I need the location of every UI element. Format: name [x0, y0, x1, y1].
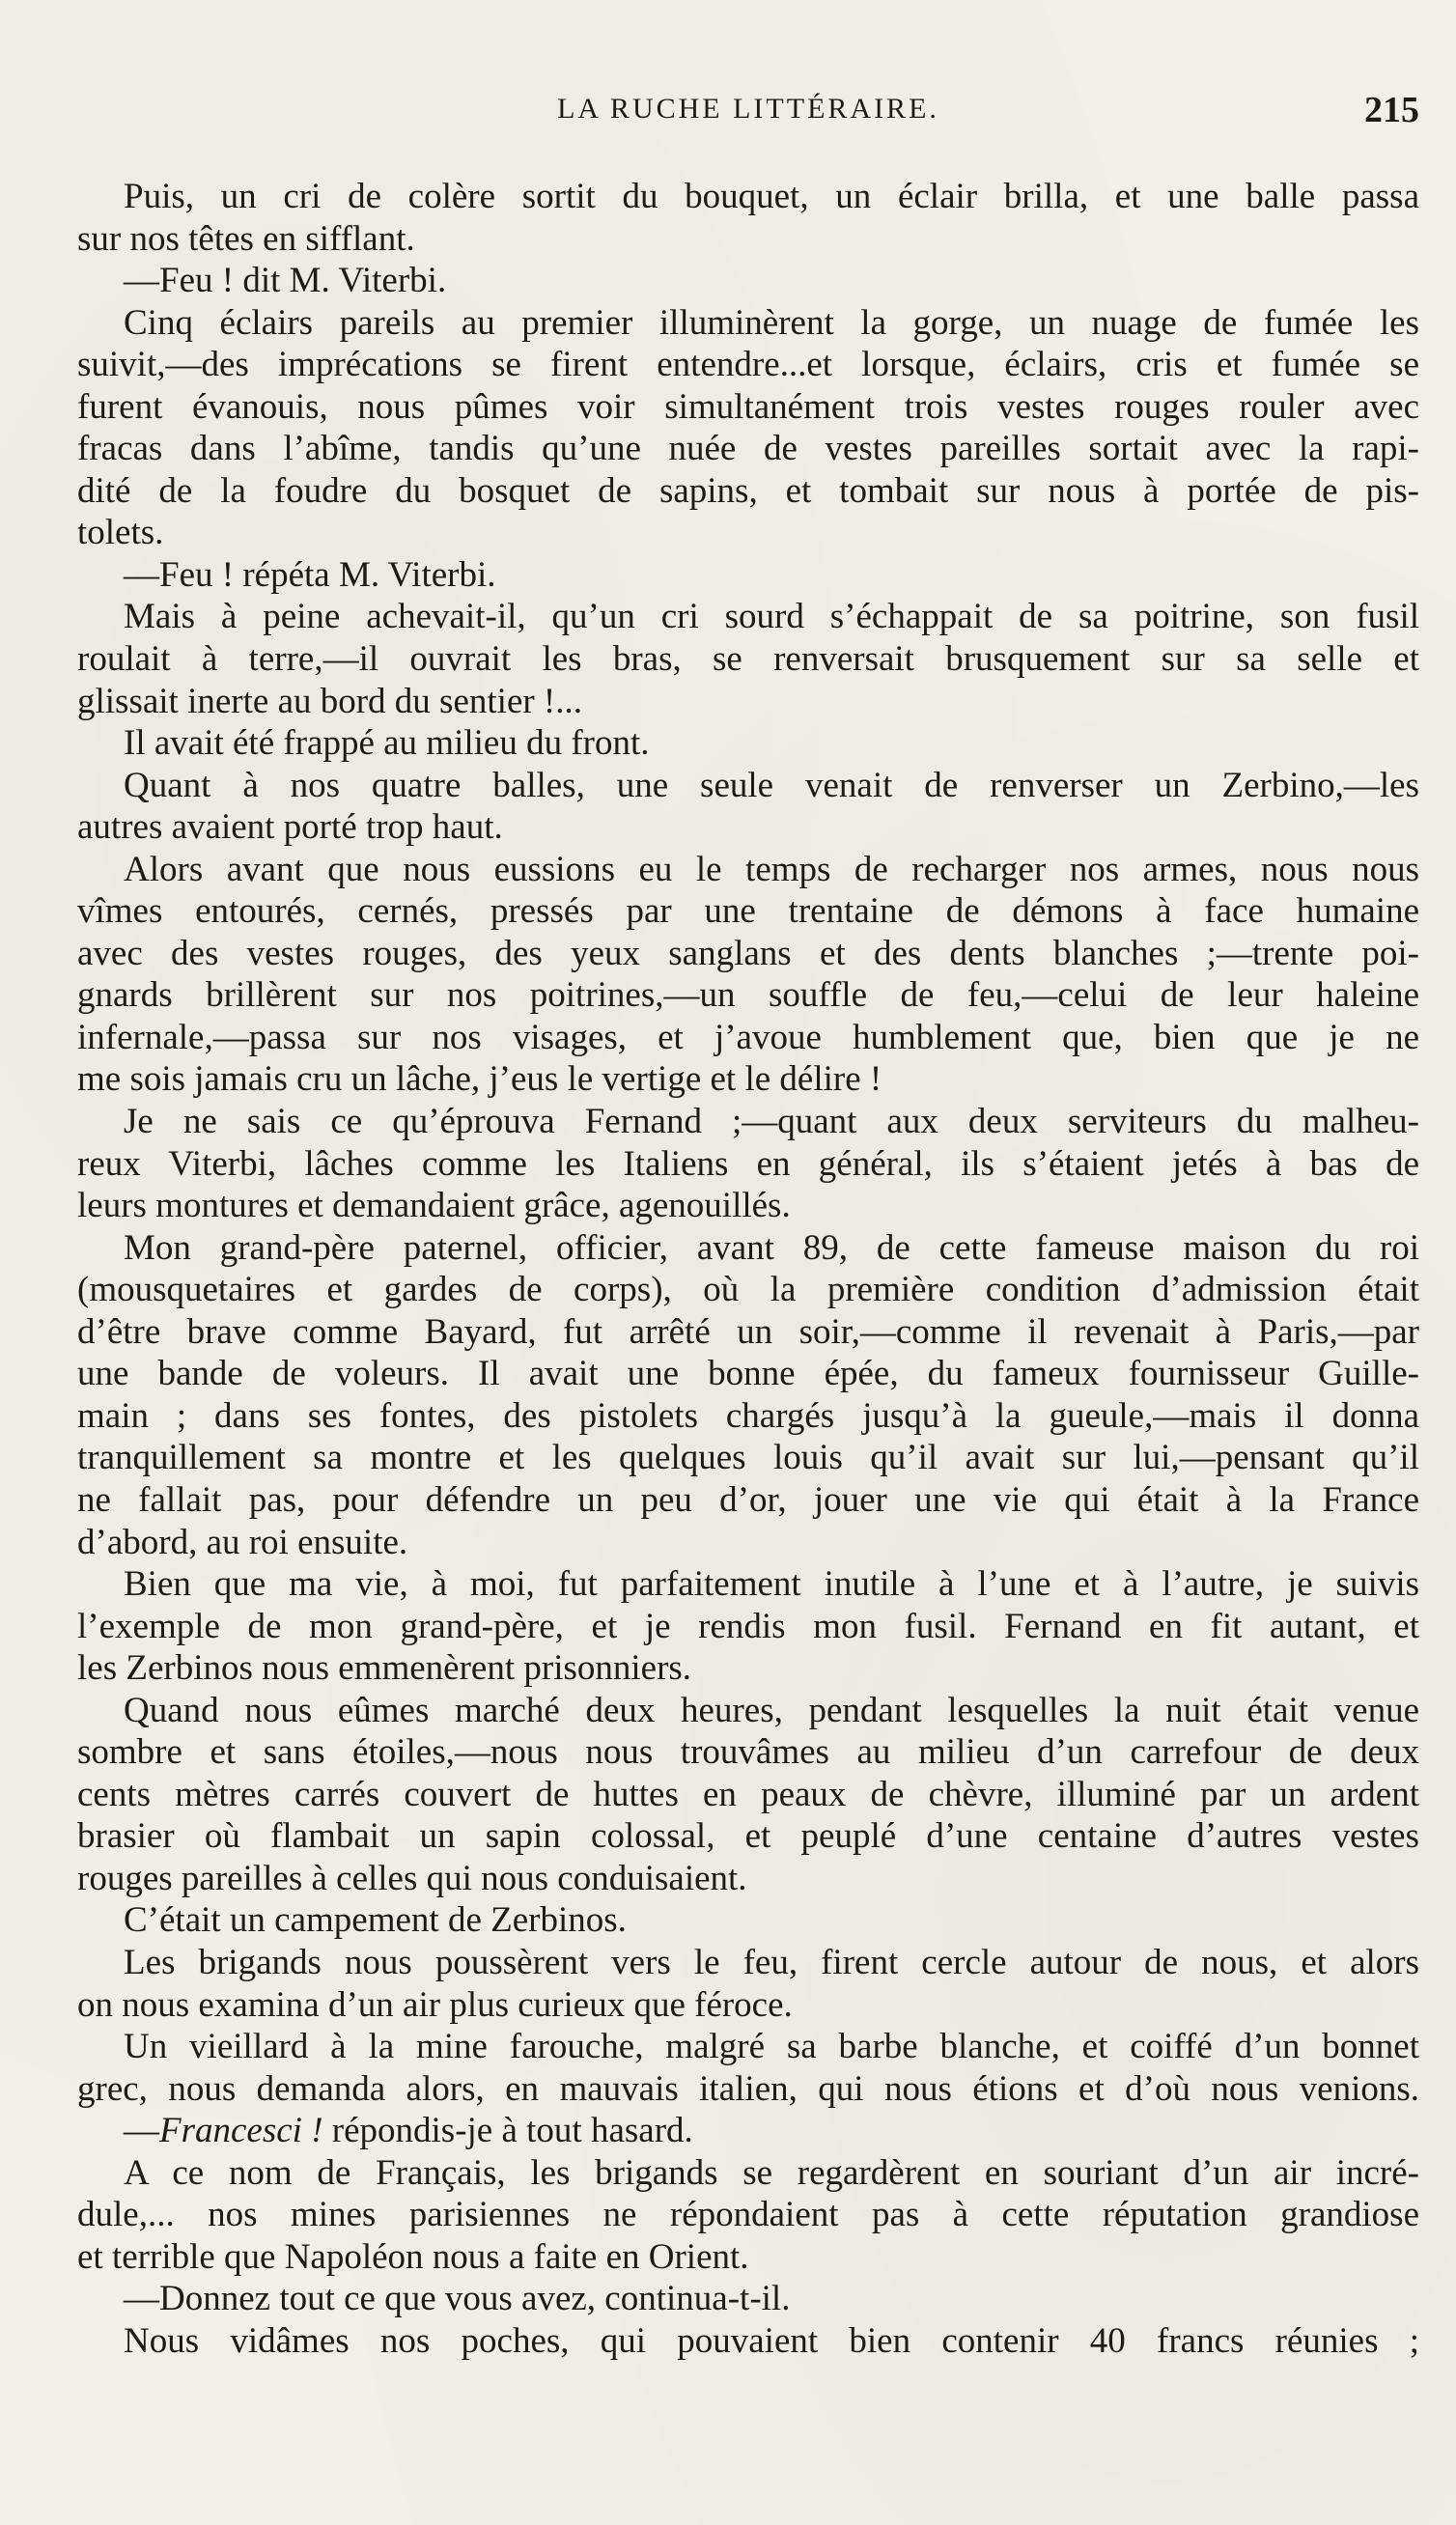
text-line: Nous vidâmes nos poches, qui pouvaient bien contenir 40 francs réunies ;	[124, 2320, 1419, 2361]
text-line: sur nos têtes en sifflant.	[77, 218, 415, 259]
text-line: reux Viterbi, lâches comme les Italiens en général, ils s’étaient jetés à bas de	[77, 1143, 1419, 1184]
text-line: leurs montures et demandaient grâce, agenouillés.	[77, 1186, 791, 1226]
text-line: l’exemple de mon grand-père, et je rendis mon fusil. Fernand en fit autant, et	[77, 1606, 1419, 1646]
text-line: gnards brillèrent sur nos poitrines,—un souffle de feu,—celui de leur haleine	[77, 975, 1419, 1016]
text-line: grec, nous demanda alors, en mauvais italien, qui nous étions et d’où nous venions.	[77, 2068, 1419, 2109]
text-line: rouges pareilles à celles qui nous conduisaient.	[77, 1858, 747, 1898]
text-line: brasier où flambait un sapin colossal, et peuplé d’une centaine d’autres vestes	[77, 1816, 1419, 1857]
text-line: Les brigands nous poussèrent vers le feu, firent cercle autour de nous, et alors	[124, 1942, 1419, 1982]
body-text	[77, 176, 1419, 2362]
text-line: fracas dans l’abîme, tandis qu’une nuée de vestes pareilles sortait avec la rapi-	[77, 429, 1419, 469]
text-line: une bande de voleurs. Il avait une bonne épée, du fameux fournisseur Guille-	[77, 1354, 1419, 1394]
text-line: Cinq éclairs pareils au premier illuminèrent la gorge, un nuage de fumée les	[124, 302, 1419, 343]
text-line: d’abord, au roi ensuite.	[77, 1522, 408, 1562]
text-line: roulait à terre,—il ouvrait les bras, se renversait brusquement sur sa selle et	[77, 639, 1419, 680]
text-line: Mais à peine achevait-il, qu’un cri sourd s’échappait de sa poitrine, son fusil	[124, 597, 1419, 637]
text-line: —Feu ! répéta M. Viterbi.	[124, 554, 496, 595]
text-line: et terrible que Napoléon nous a faite en Orient.	[77, 2236, 749, 2277]
text-line: les Zerbinos nous emmenèrent prisonniers.	[77, 1648, 692, 1689]
italic-word: Francesci !	[159, 2111, 323, 2151]
text-line: main ; dans ses fontes, des pistolets chargés jusqu’à la gueule,—mais il donna	[77, 1395, 1419, 1436]
text-line: vîmes entourés, cernés, pressés par une trentaine de démons à face humaine	[77, 891, 1419, 932]
text-line: me sois jamais cru un lâche, j’eus le vertige et le délire !	[77, 1059, 882, 1100]
running-title: LA RUCHE LITTÉRAIRE.	[557, 93, 939, 125]
text-line: d’être brave comme Bayard, fut arrêté un soir,—comme il revenait à Paris,—par	[77, 1311, 1419, 1352]
text-line: Un vieillard à la mine farouche, malgré sa barbe blanche, et coiffé d’un bonnet	[124, 2027, 1419, 2067]
text-line: on nous examina d’un air plus curieux que féroce.	[77, 1984, 793, 2025]
text-line: A ce nom de Français, les brigands se regardèrent en souriant d’un air incré-	[124, 2152, 1419, 2193]
text-line: infernale,—passa sur nos visages, et j’avoue humblement que, bien que je ne	[77, 1017, 1419, 1057]
running-head	[77, 90, 1419, 137]
text-line: Bien que ma vie, à moi, fut parfaitement inutile à l’une et à l’autre, je suivis	[124, 1564, 1419, 1605]
text-line: tolets.	[77, 513, 164, 553]
text-line: suivit,—des imprécations se firent entendre...et lorsque, éclairs, cris et fumée se	[77, 345, 1419, 385]
text-line: C’était un campement de Zerbinos.	[124, 1900, 627, 1941]
text-line: —Francesci ! répondis-je à tout hasard.	[124, 2111, 693, 2151]
text-line: Quand nous eûmes marché deux heures, pendant lesquelles la nuit était venue	[124, 1690, 1419, 1730]
text-line: dule,... nos mines parisiennes ne répondaient pas à cette réputation grandiose	[77, 2195, 1419, 2235]
text-line: Il avait été frappé au milieu du front.	[124, 723, 650, 764]
text-line: Je ne sais ce qu’éprouva Fernand ;—quant aux deux serviteurs du malheu-	[124, 1102, 1419, 1142]
text-line: furent évanouis, nous pûmes voir simultanément trois vestes rouges rouler avec	[77, 386, 1419, 427]
text-line: sombre et sans étoiles,—nous nous trouvâmes au milieu d’un carrefour de deux	[77, 1732, 1419, 1773]
text-line: autres avaient porté trop haut.	[77, 807, 503, 848]
text-line: Puis, un cri de colère sortit du bouquet, un éclair brilla, et une balle passa	[124, 177, 1419, 216]
text-line: glissait inerte au bord du sentier !...	[77, 681, 583, 721]
text-line: cents mètres carrés couvert de huttes en peaux de chèvre, illuminé par un ardent	[77, 1774, 1419, 1814]
text-line: —Donnez tout ce que vous avez, continua-t-il.	[124, 2279, 791, 2319]
text-line: dité de la foudre du bosquet de sapins, et tombait sur nous à portée de pis-	[77, 470, 1419, 511]
text-line: (mousquetaires et gardes de corps), où la première condition d’admission était	[77, 1270, 1419, 1310]
text-line: —Feu ! dit M. Viterbi.	[124, 261, 447, 301]
text-line: avec des vestes rouges, des yeux sanglans et des dents blanches ;—trente poi-	[77, 933, 1419, 973]
text-line: Alors avant que nous eussions eu le temps de recharger nos armes, nous nous	[124, 849, 1419, 889]
text-line: Mon grand-père paternel, officier, avant 89, de cette fameuse maison du roi	[124, 1227, 1419, 1268]
text-line: ne fallait pas, pour défendre un peu d’or, jouer une vie qui était à la France	[77, 1479, 1419, 1520]
text-line: tranquillement sa montre et les quelques louis qu’il avait sur lui,—pensant qu’il	[77, 1438, 1419, 1478]
text-line: Quant à nos quatre balles, une seule venait de renverser un Zerbino,—les	[124, 765, 1419, 805]
page-number: 215	[1364, 90, 1419, 130]
